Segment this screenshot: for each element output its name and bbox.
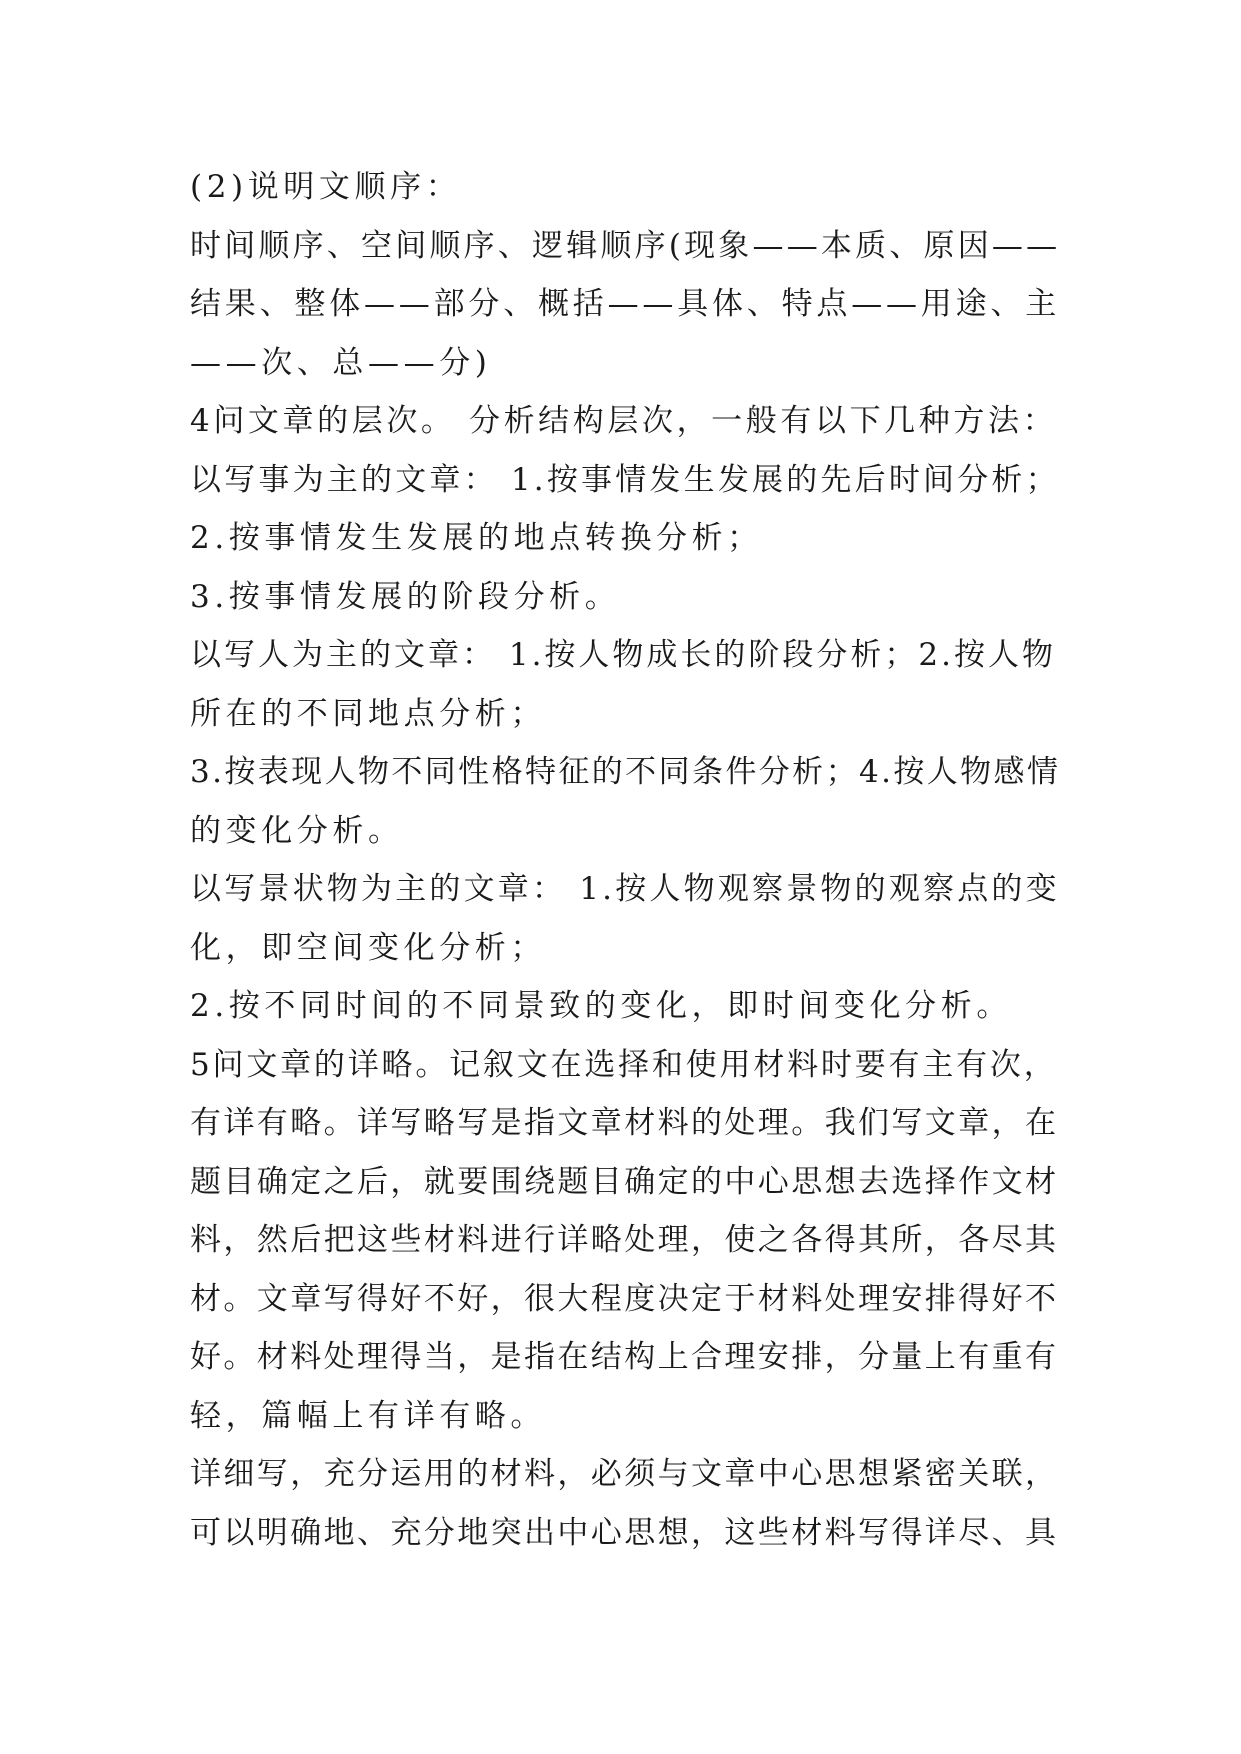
text-line: 3.按表现人物不同性格特征的不同条件分析；4.按人物感情 [190, 754, 1061, 790]
text-line: 的变化分析。 [190, 812, 404, 849]
text-line: 以写人为主的文章： 1.按人物成长的阶段分析；2.按人物 [190, 637, 1057, 673]
text-line: 4问文章的层次。 分析结构层次，一般有以下几种方法： [190, 403, 1058, 439]
document-body [190, 158, 1060, 1562]
text-line: 5问文章的详略。记叙文在选择和使用材料时要有主有次， [190, 1046, 1058, 1083]
text-line: 题目确定之后，就要围绕题目确定的中心思想去选择作文材 [190, 1163, 1059, 1200]
text-line: 以写景状物为主的文章： 1.按人物观察景物的观察点的变 [190, 871, 1060, 907]
text-line: 结果、整体——部分、概括——具体、特点——用途、主 [190, 286, 1060, 322]
text-line: 轻，篇幅上有详有略。 [190, 1397, 546, 1434]
text-line: 料，然后把这些材料进行详略处理，使之各得其所，各尽其 [190, 1222, 1059, 1258]
text-line: 好。材料处理得当，是指在结构上合理安排，分量上有重有 [190, 1339, 1059, 1375]
text-line: 有详有略。详写略写是指文章材料的处理。我们写文章，在 [190, 1105, 1059, 1141]
text-line: ——次、总——分) [190, 344, 492, 381]
text-line: 以写事为主的文章： 1.按事情发生发展的先后时间分析； [190, 461, 1060, 498]
text-line: 详细写，充分运用的材料，必须与文章中心思想紧密关联， [190, 1456, 1059, 1492]
text-line: 化，即空间变化分析； [190, 929, 546, 966]
text-line: 3.按事情发展的阶段分析。 [190, 578, 621, 615]
text-line: 可以明确地、充分地突出中心思想，这些材料写得详尽、具 [190, 1514, 1059, 1551]
text-line: 2.按不同时间的不同景致的变化，即时间变化分析。 [190, 988, 1012, 1024]
text-line: 时间顺序、空间顺序、逻辑顺序(现象——本质、原因—— [190, 227, 1061, 264]
text-line: 所在的不同地点分析； [190, 695, 546, 732]
text-line: (2)说明文顺序： [190, 169, 462, 205]
text-line: 材。文章写得好不好，很大程度决定于材料处理安排得好不 [190, 1280, 1059, 1317]
text-line: 2.按事情发生发展的地点转换分析； [190, 520, 763, 556]
